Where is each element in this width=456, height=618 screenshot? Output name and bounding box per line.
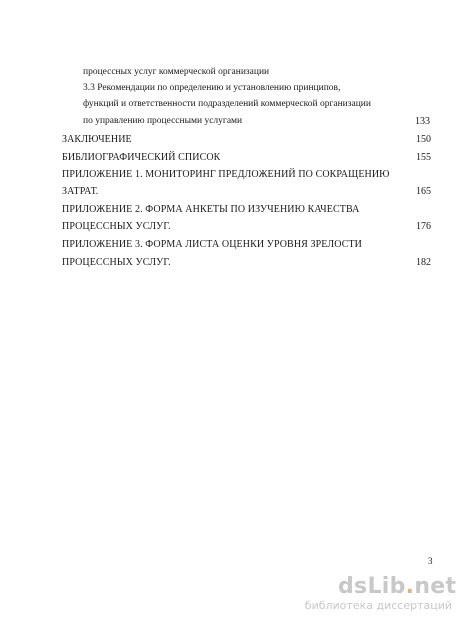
toc-line-appendix-3-cont: ПРОЦЕССНЫХ УСЛУГ. — [62, 257, 171, 268]
toc-line-bibliography: БИБЛИОГРАФИЧЕСКИЙ СПИСОК — [62, 152, 221, 163]
toc-line-appendix-1-cont: ЗАТРАТ. — [62, 186, 99, 197]
toc-page-number: 182 — [416, 257, 431, 268]
toc-line-appendix-1: ПРИЛОЖЕНИЕ 1. МОНИТОРИНГ ПРЕДЛОЖЕНИЙ ПО СОКРАЩЕНИЮ — [62, 169, 390, 180]
toc-page-number: 133 — [415, 116, 430, 127]
toc-page-number: 165 — [416, 186, 431, 197]
toc-line-section-3-3: 3.3 Рекомендации по определению и установлению принципов, — [83, 83, 341, 93]
watermark-tagline: библиотека диссертаций — [304, 599, 452, 612]
toc-line-continuation: процессных услуг коммерческой организации — [83, 67, 270, 77]
toc-line-appendix-2: ПРИЛОЖЕНИЕ 2. ФОРМА АНКЕТЫ ПО ИЗУЧЕНИЮ КАЧЕСТВА — [62, 204, 360, 215]
toc-line-conclusion: ЗАКЛЮЧЕНИЕ — [62, 134, 132, 145]
watermark — [302, 574, 456, 614]
toc-line-section-3-3-end: по управлению процессными услугами — [83, 116, 243, 126]
toc-line-section-3-3-cont: функций и ответственности подразделений коммерческой организации — [83, 99, 371, 109]
toc-line-appendix-2-cont: ПРОЦЕССНЫХ УСЛУГ. — [62, 221, 171, 232]
toc-page-number: 150 — [416, 134, 431, 145]
watermark-logo: dsLib.net — [338, 574, 456, 599]
toc-page-number: 176 — [416, 221, 431, 232]
toc-page-number: 155 — [416, 152, 431, 163]
toc-line-appendix-3: ПРИЛОЖЕНИЕ 3. ФОРМА ЛИСТА ОЦЕНКИ УРОВНЯ ЗРЕЛОСТИ — [62, 239, 362, 250]
page-number: 3 — [428, 556, 433, 566]
